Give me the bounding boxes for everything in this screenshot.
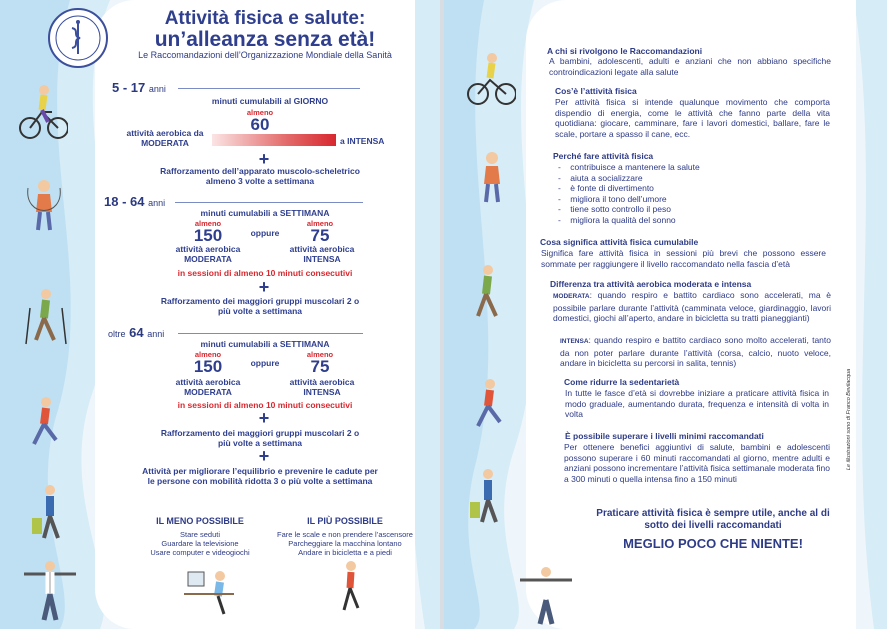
adults-almeno-moderate: almeno xyxy=(194,219,222,228)
intensity-gradient-bar xyxy=(212,134,336,146)
most-possible-heading: IL PIÙ POSSIBILE xyxy=(307,516,383,526)
age-group-seniors xyxy=(108,325,164,340)
page-title xyxy=(120,8,410,50)
list-item: Stare seduti xyxy=(179,530,221,539)
section-heading: Cos’è l’attività fisica xyxy=(555,86,637,96)
seniors-strength: Rafforzamento dei maggiori gruppi muscolari 2 o più volte a settimana xyxy=(160,428,360,448)
plus-sign: + xyxy=(258,446,270,466)
adults-moderate-value: 150 xyxy=(193,226,223,245)
most-possible-list xyxy=(270,530,420,557)
age-group-adults xyxy=(104,194,165,209)
age-range: 18 - 64 xyxy=(104,194,145,209)
title-line-2: un’alleanza senza età! xyxy=(154,28,376,51)
closing-statement: Praticare attività fisica è sempre utile, anche al di sotto dei livelli raccomandati xyxy=(596,508,830,531)
intense-body: : quando respiro e battito cardiaco sono molto accelerati, tanto da non poter parlare durante l’attività (corsa, calcio, nuoto veloce, andare in bicicletta su percorsi in salita, tennis) xyxy=(560,335,831,369)
seniors-moderate-value: 150 xyxy=(193,357,223,376)
title-line-1: Attività fisica e salute: xyxy=(164,8,366,29)
divider xyxy=(178,88,360,89)
seniors-intense-value: 75 xyxy=(310,357,330,376)
age-group-kids xyxy=(112,80,166,95)
list-item: - migliora la qualità del sonno xyxy=(558,214,676,225)
adults-sessions: in sessioni di almeno 10 minuti consecutivi xyxy=(177,268,353,278)
illustration-credit: Le illustrazioni sono di Franco Bevilacqua xyxy=(846,368,852,470)
divider xyxy=(178,333,363,334)
runner-illustration xyxy=(26,396,66,452)
intense-tag: INTENSA xyxy=(560,338,589,345)
adults-almeno-intense: almeno xyxy=(306,219,334,228)
least-possible-heading: IL MENO POSSIBILE xyxy=(156,516,244,526)
jump-rope-girl-illustration xyxy=(472,150,512,208)
section-heading: Cosa significa attività fisica cumulabile xyxy=(540,237,699,247)
section-heading: A chi si rivolgono le Raccomandazioni xyxy=(547,46,703,56)
seniors-balance: Attività per migliorare l’equilibrio e prevenire le cadute per le persone con mobilità ridotta 3 o più volte a settimana xyxy=(142,466,378,486)
age-unit: anni xyxy=(148,84,166,94)
list-item: Parcheggiare la macchina lontano xyxy=(288,539,402,548)
moderate-definition xyxy=(553,290,831,324)
kids-to-intense: a INTENSA xyxy=(340,136,385,146)
cyclist-illustration xyxy=(466,52,516,108)
nordic-walker-illustration xyxy=(22,288,72,346)
section-body: In tutte le fasce d’età si dovrebbe iniziare a praticare attività fisica in modo graduale, aumentando durata, frequenza e intensità di volta in volta xyxy=(565,388,829,420)
kids-from-moderate: attività aerobica da MODERATA xyxy=(126,128,204,148)
kids-minutes-label: minuti cumulabili al GIORNO xyxy=(211,96,329,106)
kids-minutes-value: 60 xyxy=(250,115,270,134)
list-item: - aiuta a socializzare xyxy=(558,172,643,183)
section-heading: Differenza tra attività aerobica moderata e intensa xyxy=(550,279,752,289)
running-girl-illustration xyxy=(336,560,366,616)
seniors-almeno-intense: almeno xyxy=(306,350,334,359)
seniors-intense-label: attività aerobica INTENSA xyxy=(289,377,355,397)
adults-or: oppure xyxy=(250,228,280,238)
intense-definition xyxy=(560,335,831,369)
section-body: Per ottenere benefici aggiuntivi di salute, bambini e adolescenti possono superare i 60 minuti raccomandati al giorno, mentre adulti e anziani possono incrementare l’attività fisica settimanale moderata fino a 300 minuti o quella intensa fino a 150 minuti xyxy=(564,442,830,484)
stretching-man-illustration xyxy=(20,560,80,622)
luggage-walker-illustration xyxy=(28,484,68,544)
list-item: Fare le scale e non prendere l’ascensore xyxy=(277,530,413,539)
list-item: - tiene sotto controllo il peso xyxy=(558,204,671,215)
jump-rope-girl-illustration xyxy=(24,178,64,238)
section-body: A bambini, adolescenti, adulti e anziani che non abbiano specifiche controindicazioni legate alla salute xyxy=(549,56,831,77)
seniors-moderate-label: attività aerobica MODERATA xyxy=(175,377,241,397)
section-heading: È possibile superare i livelli minimi raccomandati xyxy=(565,431,764,441)
age-prefix: oltre xyxy=(108,329,126,339)
age-unit: anni xyxy=(148,198,166,208)
moderate-tag: MODERATA xyxy=(553,293,590,300)
luggage-walker-illustration xyxy=(466,468,506,528)
divider xyxy=(175,202,363,203)
benefits-list xyxy=(558,162,818,226)
runner-illustration xyxy=(470,378,510,434)
age-unit: anni xyxy=(147,329,165,339)
seniors-or: oppure xyxy=(250,358,280,368)
left-page xyxy=(0,0,440,629)
seniors-sessions: in sessioni di almeno 10 minuti consecutivi xyxy=(177,400,353,410)
plus-sign: + xyxy=(258,408,270,428)
section-heading: Come ridurre la sedentarietà xyxy=(564,377,680,387)
desk-computer-illustration xyxy=(184,566,244,620)
seniors-almeno-moderate: almeno xyxy=(194,350,222,359)
list-item: - migliora il tono dell’umore xyxy=(558,193,667,204)
age-range: 64 xyxy=(129,325,144,340)
motto: MEGLIO POCO CHE NIENTE! xyxy=(623,536,803,551)
nordic-walker-illustration xyxy=(464,264,514,322)
adults-moderate-label: attività aerobica MODERATA xyxy=(175,244,241,264)
plus-sign: + xyxy=(258,277,270,297)
adults-minutes-label: minuti cumulabili a SETTIMANA xyxy=(200,208,330,218)
kids-almeno: almeno xyxy=(246,108,274,117)
cyclist-illustration xyxy=(18,82,68,142)
adults-intense-value: 75 xyxy=(310,226,330,245)
list-item: - contribuisce a mantenere la salute xyxy=(558,162,700,172)
list-item: Usare computer e videogiochi xyxy=(150,548,250,557)
section-heading: Perché fare attività fisica xyxy=(553,151,654,161)
least-possible-list xyxy=(140,530,260,557)
seniors-minutes-label: minuti cumulabili a SETTIMANA xyxy=(200,339,330,349)
kids-strength: Rafforzamento dell’apparato muscolo-scheletrico almeno 3 volte a settimana xyxy=(160,166,360,186)
moderate-body: : quando respiro e battito cardiaco sono accelerati, ma è possibile parlare durante l’attività (camminata veloce, giardinaggio, lavori domestici, giochi all’aperto, andare in bicicletta su tratti pianeggianti) xyxy=(553,290,831,324)
age-range: 5 - 17 xyxy=(112,80,146,95)
adults-intense-label: attività aerobica INTENSA xyxy=(289,244,355,264)
list-item: Andare in bicicletta e a piedi xyxy=(298,548,392,557)
subtitle: Le Raccomandazioni dell’Organizzazione Mondiale della Sanità xyxy=(138,50,392,60)
list-item: - è fonte di divertimento xyxy=(558,183,654,194)
adults-strength: Rafforzamento dei maggiori gruppi muscolari 2 o più volte a settimana xyxy=(160,296,360,316)
list-item: Guardare la televisione xyxy=(161,539,239,548)
section-body: Per attività fisica si intende qualunque movimento che comporta dispendio di energia, come le attività che fanno parte della vita quotidiana: giocare, camminare, fare i lavori domestici, ballare, fare le scale, portare a spasso il cane, ecc. xyxy=(555,97,830,139)
section-body: Significa fare attività fisica in sessioni più brevi che possono essere sommate per raggiungere il livello raccomandato nella fascia d’età xyxy=(541,248,826,269)
iss-logo xyxy=(48,8,108,68)
plus-sign: + xyxy=(258,149,270,169)
stretching-man-illustration xyxy=(516,566,576,626)
